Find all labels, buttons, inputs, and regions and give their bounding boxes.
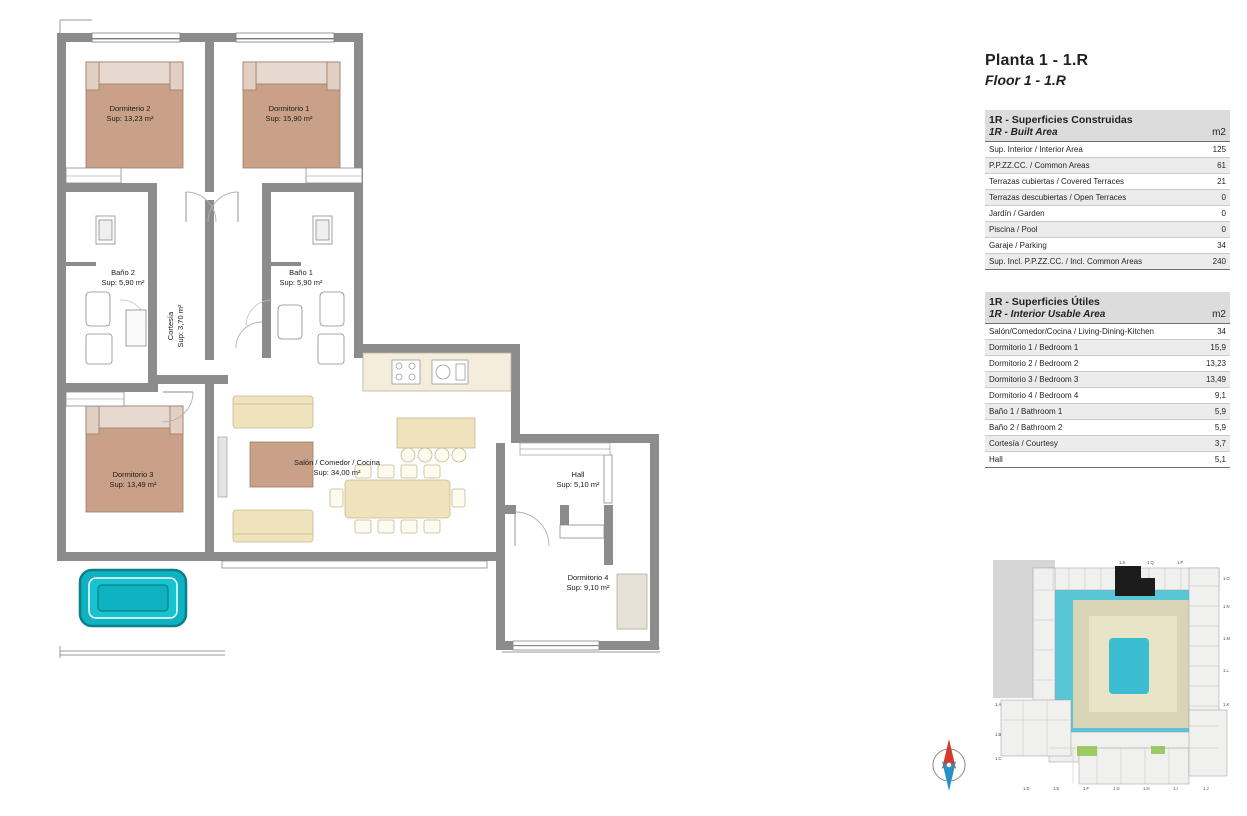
table-row: [985, 404, 1230, 420]
table-header-es: [985, 292, 1230, 309]
usable-area-table: [985, 292, 1230, 468]
row-value: 3,7: [1196, 436, 1230, 452]
page-title: Planta 1 - 1.R: [985, 52, 1089, 69]
bedroom-3-furniture: [66, 392, 183, 512]
svg-text:1.J: 1.J: [1203, 786, 1209, 791]
bedroom-4-furniture: [560, 525, 647, 629]
row-label: Hall: [985, 452, 1196, 468]
row-label: Salón/Comedor/Cocina / Living-Dining-Kitchen: [985, 324, 1196, 340]
key-map-drawing: [993, 560, 1233, 792]
room-name: Salón / Comedor / Cocina: [294, 458, 380, 467]
room-area: Sup: 15,90 m²: [265, 114, 313, 123]
info-panel: [985, 52, 1230, 490]
table-row: [985, 158, 1230, 174]
living-furniture: [218, 396, 475, 542]
svg-text:1.O: 1.O: [1223, 576, 1230, 581]
row-label: Dormitorio 2 / Bedroom 2: [985, 356, 1196, 372]
room-name: Dormitorio 1: [268, 104, 310, 113]
table-header-es: [985, 110, 1230, 127]
row-value: 21: [1201, 174, 1230, 190]
row-label: Terrazas cubiertas / Covered Terraces: [985, 174, 1201, 190]
room-area: Sup: 5,90 m²: [101, 278, 145, 287]
table-row: [985, 190, 1230, 206]
table-row: [985, 372, 1230, 388]
room-name: Baño 1: [289, 268, 313, 277]
bedroom-1-furniture: [243, 62, 362, 183]
table-row: [985, 452, 1230, 468]
table-row: [985, 340, 1230, 356]
row-value: 5,9: [1196, 404, 1230, 420]
row-label: Garaje / Parking: [985, 238, 1201, 254]
key-map: [993, 560, 1233, 792]
room-area: Sup: 9,10 m²: [566, 583, 610, 592]
svg-text:1.F: 1.F: [1083, 786, 1090, 791]
row-value: 34: [1196, 324, 1230, 340]
row-value: 5,9: [1196, 420, 1230, 436]
table-header-en: [985, 309, 1230, 324]
room-area: Sup: 13,23 m²: [106, 114, 154, 123]
table-row: [985, 324, 1230, 340]
svg-text:1.I: 1.I: [1173, 786, 1178, 791]
built-unit: m2: [1201, 127, 1230, 142]
table-row: [985, 388, 1230, 404]
row-label: Dormitorio 4 / Bedroom 4: [985, 388, 1196, 404]
row-value: 13,49: [1196, 372, 1230, 388]
svg-text:1.A: 1.A: [995, 702, 1002, 707]
svg-text:1.K: 1.K: [1223, 702, 1230, 707]
row-value: 0: [1201, 222, 1230, 238]
svg-text:1.H: 1.H: [1143, 786, 1150, 791]
row-label: Dormitorio 1 / Bedroom 1: [985, 340, 1196, 356]
svg-text:1.M: 1.M: [1223, 636, 1230, 641]
room-name: Dormitorio 3: [112, 470, 154, 479]
table-row: [985, 238, 1230, 254]
built-header-es: 1R - Superficies Construidas: [985, 110, 1230, 127]
row-label: Sup. Incl. P.P.ZZ.CC. / Incl. Common Areas: [985, 254, 1201, 270]
svg-text:1.C: 1.C: [995, 756, 1002, 761]
row-label: Baño 2 / Bathroom 2: [985, 420, 1196, 436]
room-area: Sup: 34,00 m²: [313, 468, 361, 477]
row-value: 61: [1201, 158, 1230, 174]
row-label: Baño 1 / Bathroom 1: [985, 404, 1196, 420]
compass-rose: [920, 735, 978, 795]
row-label: Piscina / Pool: [985, 222, 1201, 238]
svg-text:1.P: 1.P: [1177, 560, 1184, 565]
room-name: Baño 2: [111, 268, 135, 277]
row-label: P.P.ZZ.CC. / Common Areas: [985, 158, 1201, 174]
bedroom-2-furniture: [66, 62, 183, 183]
built-area-table: [985, 110, 1230, 270]
svg-text:1.N: 1.N: [1223, 604, 1230, 609]
room-area: Sup: 13,49 m²: [109, 480, 157, 489]
row-value: 15,9: [1196, 340, 1230, 356]
row-value: 0: [1201, 206, 1230, 222]
room-name: Dormiterio 2: [109, 104, 151, 113]
row-label: Dormitorio 3 / Bedroom 3: [985, 372, 1196, 388]
room-name: Dormitorio 4: [567, 573, 609, 582]
table-row: [985, 356, 1230, 372]
usable-header-es: 1R - Superficies Útiles: [985, 292, 1230, 309]
row-value: 0: [1201, 190, 1230, 206]
row-value: 13,23: [1196, 356, 1230, 372]
svg-text:1.S: 1.S: [1119, 560, 1126, 565]
room-name: Cortesía: [166, 311, 175, 341]
svg-text:1.D: 1.D: [1023, 786, 1030, 791]
pool: [80, 570, 186, 626]
built-header-en: 1R - Built Area: [985, 127, 1201, 142]
room-name: Hall: [571, 470, 585, 479]
svg-text:1.B: 1.B: [995, 732, 1002, 737]
table-row: [985, 174, 1230, 190]
table-row: [985, 222, 1230, 238]
room-area: Sup: 3,70 m²: [176, 304, 185, 348]
row-label: Jardín / Garden: [985, 206, 1201, 222]
room-area: Sup: 5,10 m²: [556, 480, 600, 489]
svg-text:1.E: 1.E: [1053, 786, 1060, 791]
table-row: [985, 254, 1230, 270]
bathroom-2-fixtures: [86, 216, 146, 364]
table-row: [985, 142, 1230, 158]
table-row: [985, 436, 1230, 452]
row-value: 5,1: [1196, 452, 1230, 468]
usable-header-en: 1R - Interior Usable Area: [985, 309, 1196, 324]
row-value: 9,1: [1196, 388, 1230, 404]
row-label: Cortesía / Courtesy: [985, 436, 1196, 452]
table-row: [985, 420, 1230, 436]
bathroom-1-fixtures: [246, 216, 344, 364]
svg-text:1.L: 1.L: [1223, 668, 1229, 673]
row-value: 34: [1201, 238, 1230, 254]
row-label: Terrazas descubiertas / Open Terraces: [985, 190, 1201, 206]
usable-unit: m2: [1196, 309, 1230, 324]
page-subtitle: Floor 1 - 1.R: [985, 72, 1066, 88]
kitchen: [363, 353, 511, 391]
room-area: Sup: 5,90 m²: [279, 278, 323, 287]
row-label: Sup. Interior / Interior Area: [985, 142, 1201, 158]
svg-text:1.Q: 1.Q: [1147, 560, 1154, 565]
hall-detail: [520, 443, 610, 455]
table-header-en: [985, 127, 1230, 142]
highlighted-unit: [1115, 566, 1141, 596]
row-value: 240: [1201, 254, 1230, 270]
table-row: [985, 206, 1230, 222]
row-value: 125: [1201, 142, 1230, 158]
svg-text:1.G: 1.G: [1113, 786, 1120, 791]
